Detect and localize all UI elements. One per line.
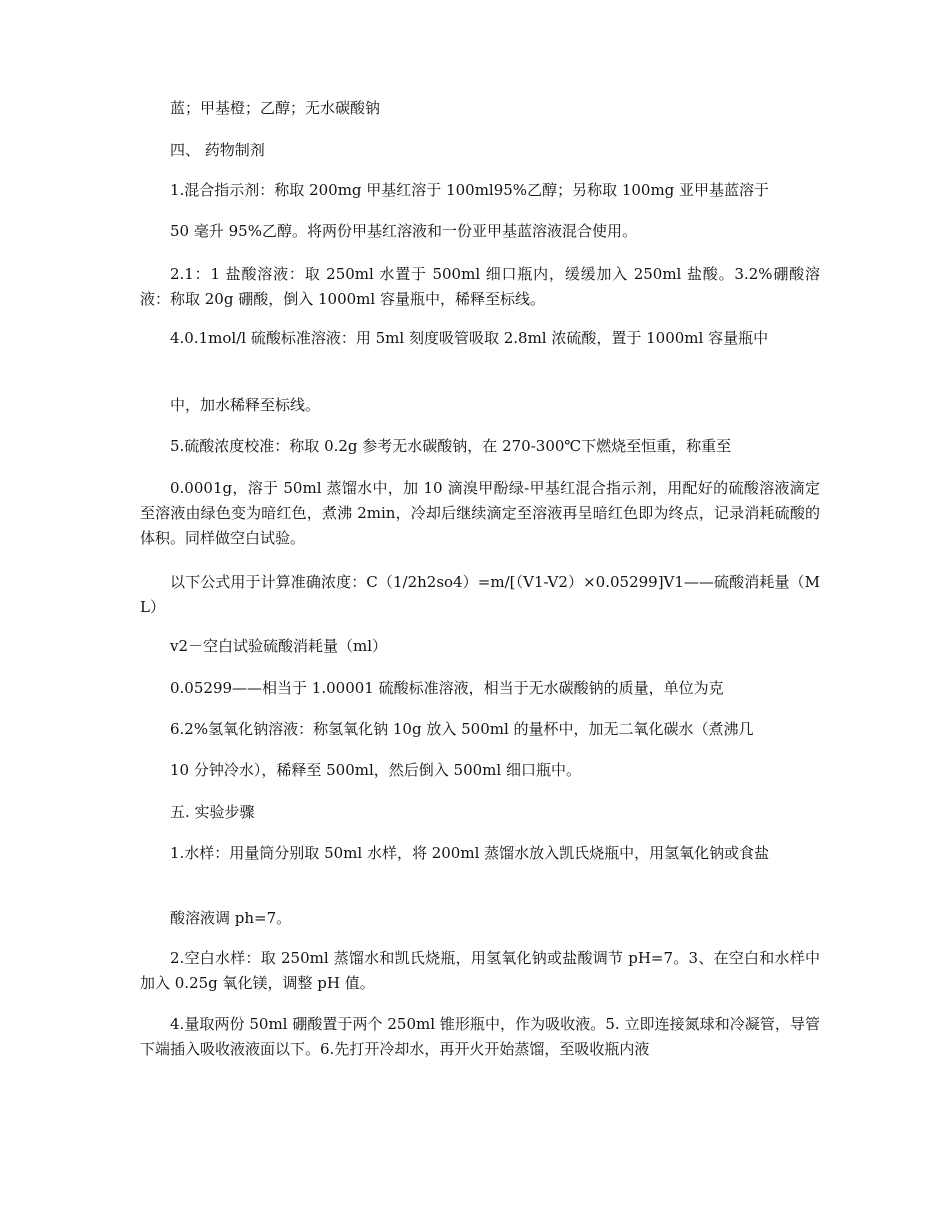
paragraph-sulfuric-standard-cont: 中，加水稀释至标线。 xyxy=(170,396,321,414)
paragraph-naoh-solution-cont: 10 分钟冷水），稀释至 500ml，然后倒入 500ml 细口瓶中。 xyxy=(170,761,581,779)
section-heading-procedure: 五. 实验步骤 xyxy=(170,803,255,821)
paragraph-v2-definition: v2－空白试验硫酸消耗量（ml） xyxy=(170,637,388,655)
paragraph-calibration-cont: 0.0001g，溶于 50ml 蒸馏水中，加 10 滴溴甲酚绿-甲基红混合指示剂，用配好的硫酸溶液滴定至溶液由绿色变为暗红色，煮沸 2min，冷却后继续滴定至溶液再呈暗红色即为终点，记录消耗硫酸的体积。同样做空白试验。 xyxy=(140,479,820,547)
paragraph-mixed-indicator: 1.混合指示剂：称取 200mg 甲基红溶于 100ml95%乙醇；另称取 100mg 亚甲基蓝溶于 xyxy=(170,181,770,199)
paragraph-naoh-solution: 6.2%氢氧化钠溶液：称氢氧化钠 10g 放入 500ml 的量杯中，加无二氧化碳水（煮沸几 xyxy=(170,720,754,738)
paragraph-mixed-indicator-cont: 50 毫升 95%乙醇。将两份甲基红溶液和一份亚甲基蓝溶液混合使用。 xyxy=(170,222,637,240)
paragraph-water-sample-cont: 酸溶液调 ph=7。 xyxy=(170,909,292,927)
paragraph-sulfuric-standard: 4.0.1mol/l 硫酸标准溶液：用 5ml 刻度吸管吸取 2.8ml 浓硫酸，置于 1000ml 容量瓶中 xyxy=(170,329,769,347)
paragraph-constant-definition: 0.05299——相当于 1.00001 硫酸标准溶液，相当于无水碳酸钠的质量，单位为克 xyxy=(170,679,724,697)
paragraph-blank-sample: 2.空白水样：取 250ml 蒸馏水和凯氏烧瓶，用氢氧化钠或盐酸调节 pH=7。3、在空白和水样中加入 0.25g 氧化镁，调整 pH 值。 xyxy=(140,949,820,992)
paragraph-hcl-boric-acid: 2.1：1 盐酸溶液：取 250ml 水置于 500ml 细口瓶内，缓缓加入 250ml 盐酸。3.2%硼酸溶液：称取 20g 硼酸，倒入 1000ml 容量瓶中，稀释至标线。 xyxy=(140,265,820,308)
section-heading-preparations: 四、 药物制剂 xyxy=(170,141,265,159)
paragraph-reagents-tail: 蓝；甲基橙；乙醇；无水碳酸钠 xyxy=(170,99,381,117)
paragraph-absorption-distillation: 4.量取两份 50ml 硼酸置于两个 250ml 锥形瓶中，作为吸收液。5. 立即连接氮球和冷凝管，导管下端插入吸收液液面以下。6.先打开冷却水，再开火开始蒸馏，至吸收瓶内液 xyxy=(140,1015,820,1058)
paragraph-calibration: 5.硫酸浓度校准：称取 0.2g 参考无水碳酸钠，在 270-300℃下燃烧至恒重，称重至 xyxy=(170,437,732,455)
paragraph-formula: 以下公式用于计算准确浓度：C（1/2h2so4）=m/[（V1-V2）×0.05299]V1——硫酸消耗量（ML） xyxy=(140,573,820,616)
paragraph-water-sample: 1.水样：用量筒分别取 50ml 水样，将 200ml 蒸馏水放入凯氏烧瓶中，用氢氧化钠或食盐 xyxy=(170,844,770,862)
